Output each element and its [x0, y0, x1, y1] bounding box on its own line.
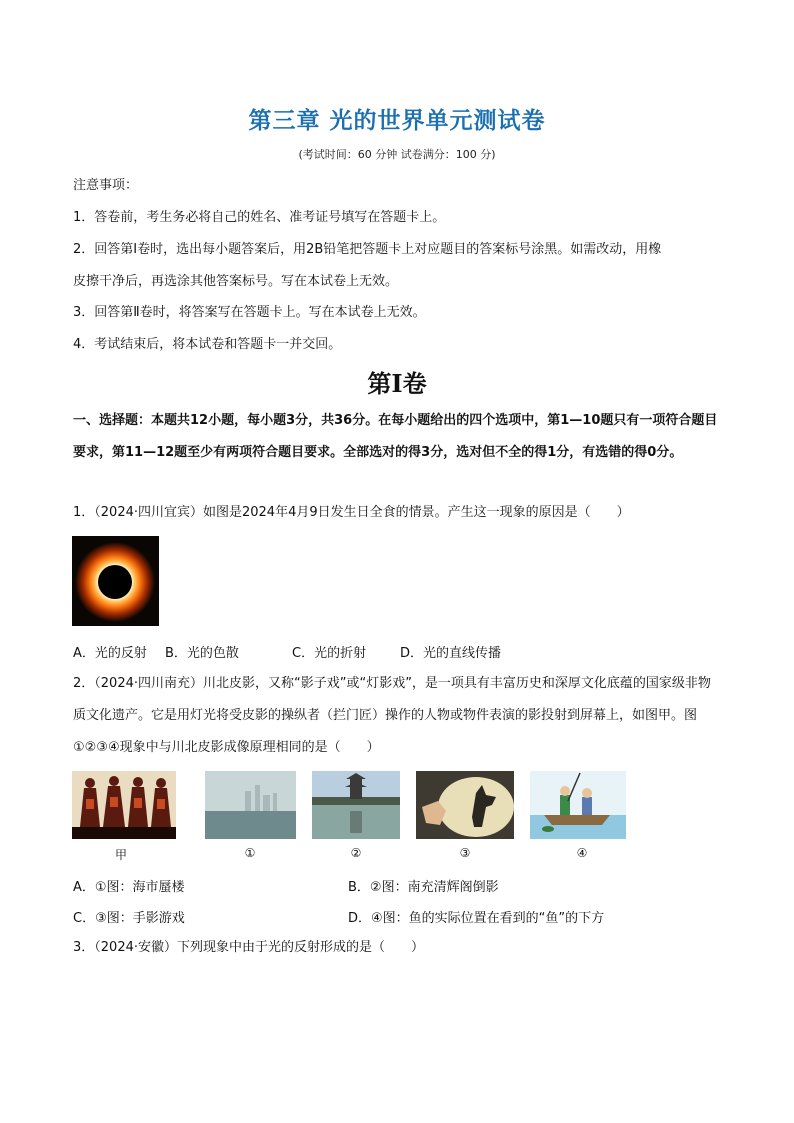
question-2-option-c: C．③图：手影游戏: [73, 911, 185, 926]
note-item: 4．考试结束后，将本试卷和答题卡一并交回。: [73, 337, 342, 352]
question-2-option-a: A．①图：海市蜃楼: [73, 880, 185, 895]
image-caption-jia: 甲: [114, 848, 127, 862]
question-2-option-d: D．④图：鱼的实际位置在看到的“鱼”的下方: [348, 911, 605, 926]
question-2-option-b: B．②图：南充清辉阁倒影: [348, 880, 499, 895]
question-1-option-c: C．光的折射: [292, 646, 367, 661]
image-caption-4: ④: [576, 846, 588, 860]
image-caption-3: ③: [459, 846, 471, 860]
pavilion-reflection-image: [312, 771, 400, 839]
note-item: 1．答卷前，考生务必将自己的姓名、准考证号填写在答题卡上。: [73, 210, 446, 225]
solar-eclipse-image: [72, 536, 159, 626]
section-instructions: 一、选择题：本题共12小题，每小题3分，共36分。在每小题给出的四个选项中，第1—10题只有一项符合题目要求，第11—12题至少有两项符合题目要求。全部选对的得3分，选对但不全的得1分，有选错的得0分。: [73, 413, 718, 460]
exam-info: (考试时间：60 分钟 试卷满分：100 分): [298, 148, 496, 161]
question-1-option-a: A．光的反射: [73, 646, 147, 661]
hand-shadow-image: [416, 771, 514, 839]
spear-fishing-image: [530, 771, 626, 839]
question-1-stem: 1．（2024·四川宜宾）如图是2024年4月9日发生日全食的情景。产生这一现象的原因是（ ）: [73, 505, 630, 520]
page-title: 第三章 光的世界单元测试卷: [248, 108, 546, 134]
notes-heading: 注意事项：: [73, 178, 139, 193]
shadow-puppet-image: [72, 771, 176, 839]
mirage-image: [205, 771, 296, 839]
image-caption-1: ①: [244, 846, 256, 860]
question-2-stem: 2．（2024·四川南充）川北皮影，又称“影子戏”或“灯影戏”，是一项具有丰富历史和深厚文化底蕴的国家级非物质文化遗产。它是用灯光将受皮影的操纵者（拦门匠）操作的人物或物件表演的影投射到屏幕上，如图甲。图①②③④现象中与川北皮影成像原理相同的是（ ）: [73, 676, 711, 755]
section-title: 第Ⅰ卷: [367, 369, 427, 398]
image-caption-2: ②: [350, 846, 362, 860]
note-item: 3．回答第Ⅱ卷时，将答案写在答题卡上。写在本试卷上无效。: [73, 305, 426, 320]
question-1-option-d: D．光的直线传播: [400, 646, 502, 661]
question-1-option-b: B．光的色散: [165, 646, 239, 661]
note-item: 皮擦干净后，再选涂其他答案标号。写在本试卷上无效。: [73, 274, 399, 289]
note-item: 2．回答第Ⅰ卷时，选出每小题答案后，用2B铅笔把答题卡上对应题目的答案标号涂黑。如需改动，用橡: [73, 242, 662, 257]
question-3-stem: 3．（2024·安徽）下列现象中由于光的反射形成的是（ ）: [73, 940, 424, 955]
